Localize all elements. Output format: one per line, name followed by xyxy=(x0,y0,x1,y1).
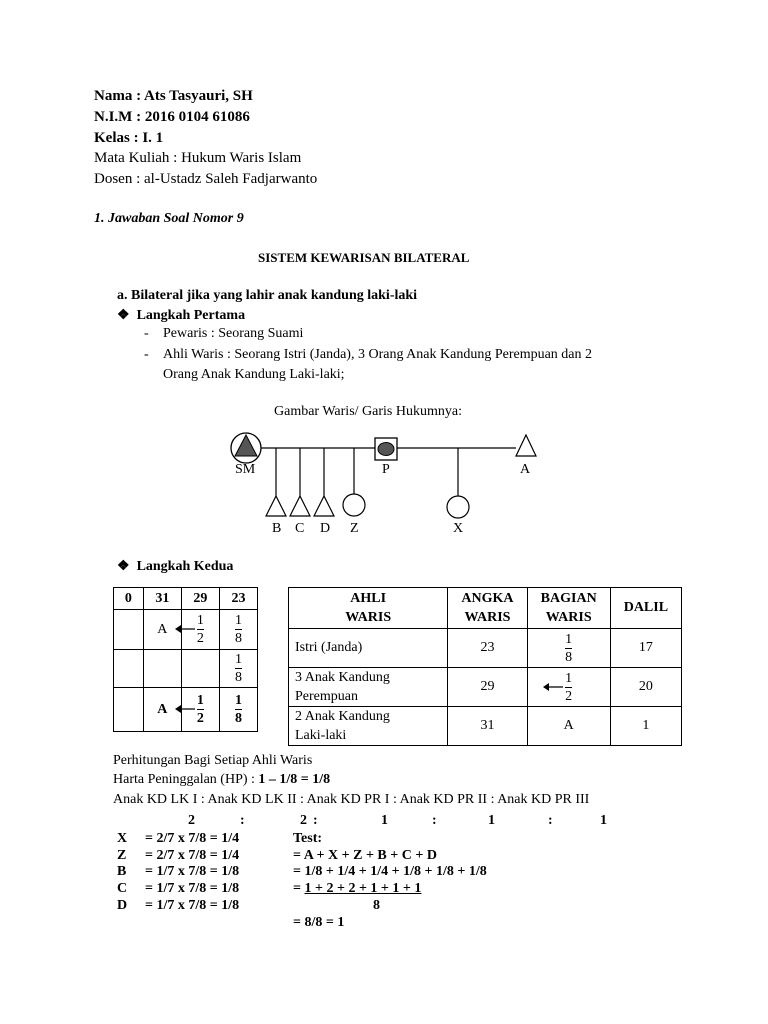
case-heading: a. Bilateral jika yang lahir anak kandung laki-laki xyxy=(117,288,418,303)
share-expr: = 1/7 x 7/8 = 1/8 xyxy=(145,864,240,879)
calc-title: Perhitungan Bagi Setiap Ahli Waris xyxy=(113,753,313,768)
label-x: X xyxy=(453,521,464,536)
share-name: D xyxy=(117,898,128,913)
hp-line: Harta Peninggalan (HP) : 1 – 1/8 = 1/8 xyxy=(113,772,331,787)
test-label: Test: xyxy=(293,831,323,846)
grid-cell: $\frac{1}{8}$ xyxy=(219,688,257,732)
grid-header: 23 xyxy=(219,588,257,610)
ratio-value: 2 xyxy=(188,813,195,828)
grid-header: 0 xyxy=(114,588,144,610)
test-line: = 1 + 2 + 2 + 1 + 1 + 1 xyxy=(293,881,422,896)
calculation-grid xyxy=(113,587,258,732)
label-sm: SM xyxy=(235,462,256,477)
label-d: D xyxy=(320,521,331,536)
ratio-value: 1 xyxy=(488,813,495,828)
step1-heading xyxy=(117,307,245,324)
test-line: = 8/8 = 1 xyxy=(293,915,345,930)
share-expr: = 2/7 x 7/8 = 1/4 xyxy=(145,831,240,846)
ratio-value: 2 xyxy=(300,813,307,828)
heirs-table xyxy=(288,587,682,746)
question-heading: 1. Jawaban Soal Nomor 9 xyxy=(94,211,244,226)
label-p: P xyxy=(382,462,390,477)
course-name: Mata Kuliah : Hukum Waris Islam xyxy=(94,150,302,166)
ratio-line: Anak KD LK I : Anak KD LK II : Anak KD PR I : Anak KD PR II : Anak KD PR III xyxy=(113,792,590,807)
share-expr: = 1/7 x 7/8 = 1/8 xyxy=(145,881,240,896)
student-class: Kelas : I. 1 xyxy=(94,130,164,146)
column-header: AHLI WARIS xyxy=(289,588,448,629)
label-a: A xyxy=(520,462,531,477)
list-item: - xyxy=(144,326,149,341)
triangle-a-icon xyxy=(516,435,536,456)
share-name: B xyxy=(117,864,127,879)
label-z: Z xyxy=(350,521,359,536)
grid-cell: $\frac{1}{2}$ xyxy=(181,688,219,732)
label-b: B xyxy=(272,521,282,536)
grid-cell: A xyxy=(143,688,181,732)
grid-cell: A xyxy=(143,610,181,650)
page-title: SISTEM KEWARISAN BILATERAL xyxy=(258,250,470,265)
list-item: - xyxy=(144,347,149,362)
arrow-left-icon xyxy=(543,682,563,692)
diamond-bullet-icon: ❖ xyxy=(117,559,130,574)
table-row: 2 Anak Kandung Laki-laki 31 A 1 xyxy=(289,707,682,746)
arrow-left-icon xyxy=(175,704,195,714)
grid-cell: $\frac{1}{8}$ xyxy=(219,610,257,650)
grid-cell: $\frac{1}{2}$ xyxy=(181,610,219,650)
student-nim: N.I.M : 2016 0104 61086 xyxy=(94,109,250,125)
share-name: X xyxy=(117,831,128,846)
table-row: 3 Anak Kandung Perempuan 29 $\frac{1}{2}$ 20 xyxy=(289,668,682,707)
table-row: Istri (Janda) 23 $\frac{1}{8}$ 17 xyxy=(289,629,682,668)
ratio-separator: : xyxy=(313,813,318,828)
share-expr: = 2/7 x 7/8 = 1/4 xyxy=(145,848,240,863)
triangle-c-icon xyxy=(290,496,310,516)
ratio-separator: : xyxy=(240,813,245,828)
test-line: = 1/8 + 1/4 + 1/4 + 1/8 + 1/8 + 1/8 xyxy=(293,864,487,879)
lecturer-name: Dosen : al-Ustadz Saleh Fadjarwanto xyxy=(94,171,318,187)
column-header: BAGIAN WARIS xyxy=(527,588,610,629)
triangle-icon xyxy=(235,435,257,456)
diagram-caption: Gambar Waris/ Garis Hukumnya: xyxy=(274,404,462,419)
ratio-value: 1 xyxy=(381,813,388,828)
ratio-separator: : xyxy=(432,813,437,828)
triangle-b-icon xyxy=(266,496,286,516)
pewaris-text: Pewaris : Seorang Suami xyxy=(163,326,304,341)
test-line: = A + X + Z + B + C + D xyxy=(293,848,437,863)
circle-z-icon xyxy=(343,494,365,516)
ahli-waris-text-2: Orang Anak Kandung Laki-laki; xyxy=(163,367,345,382)
column-header: DALIL xyxy=(610,588,681,629)
step2-heading xyxy=(117,558,233,575)
column-header: ANGKA WARIS xyxy=(448,588,527,629)
diamond-bullet-icon: ❖ xyxy=(117,308,130,323)
step1-label: Langkah Pertama xyxy=(136,308,246,323)
ratio-separator: : xyxy=(548,813,553,828)
test-line: 8 xyxy=(373,898,380,913)
grid-cell: $\frac{1}{8}$ xyxy=(219,650,257,688)
family-tree-diagram xyxy=(220,428,560,548)
ratio-value: 1 xyxy=(600,813,607,828)
label-c: C xyxy=(295,521,305,536)
step2-label: Langkah Kedua xyxy=(136,559,234,574)
filled-circle-icon xyxy=(378,443,394,456)
circle-x-icon xyxy=(447,496,469,518)
student-name: Nama : Ats Tasyauri, SH xyxy=(94,88,253,104)
ahli-waris-text-1: Ahli Waris : Seorang Istri (Janda), 3 Orang Anak Kandung Perempuan dan 2 xyxy=(163,347,593,362)
grid-header: 29 xyxy=(181,588,219,610)
triangle-d-icon xyxy=(314,496,334,516)
grid-header: 31 xyxy=(143,588,181,610)
share-expr: = 1/7 x 7/8 = 1/8 xyxy=(145,898,240,913)
share-name: Z xyxy=(117,848,127,863)
arrow-left-icon xyxy=(175,624,195,634)
share-name: C xyxy=(117,881,128,896)
